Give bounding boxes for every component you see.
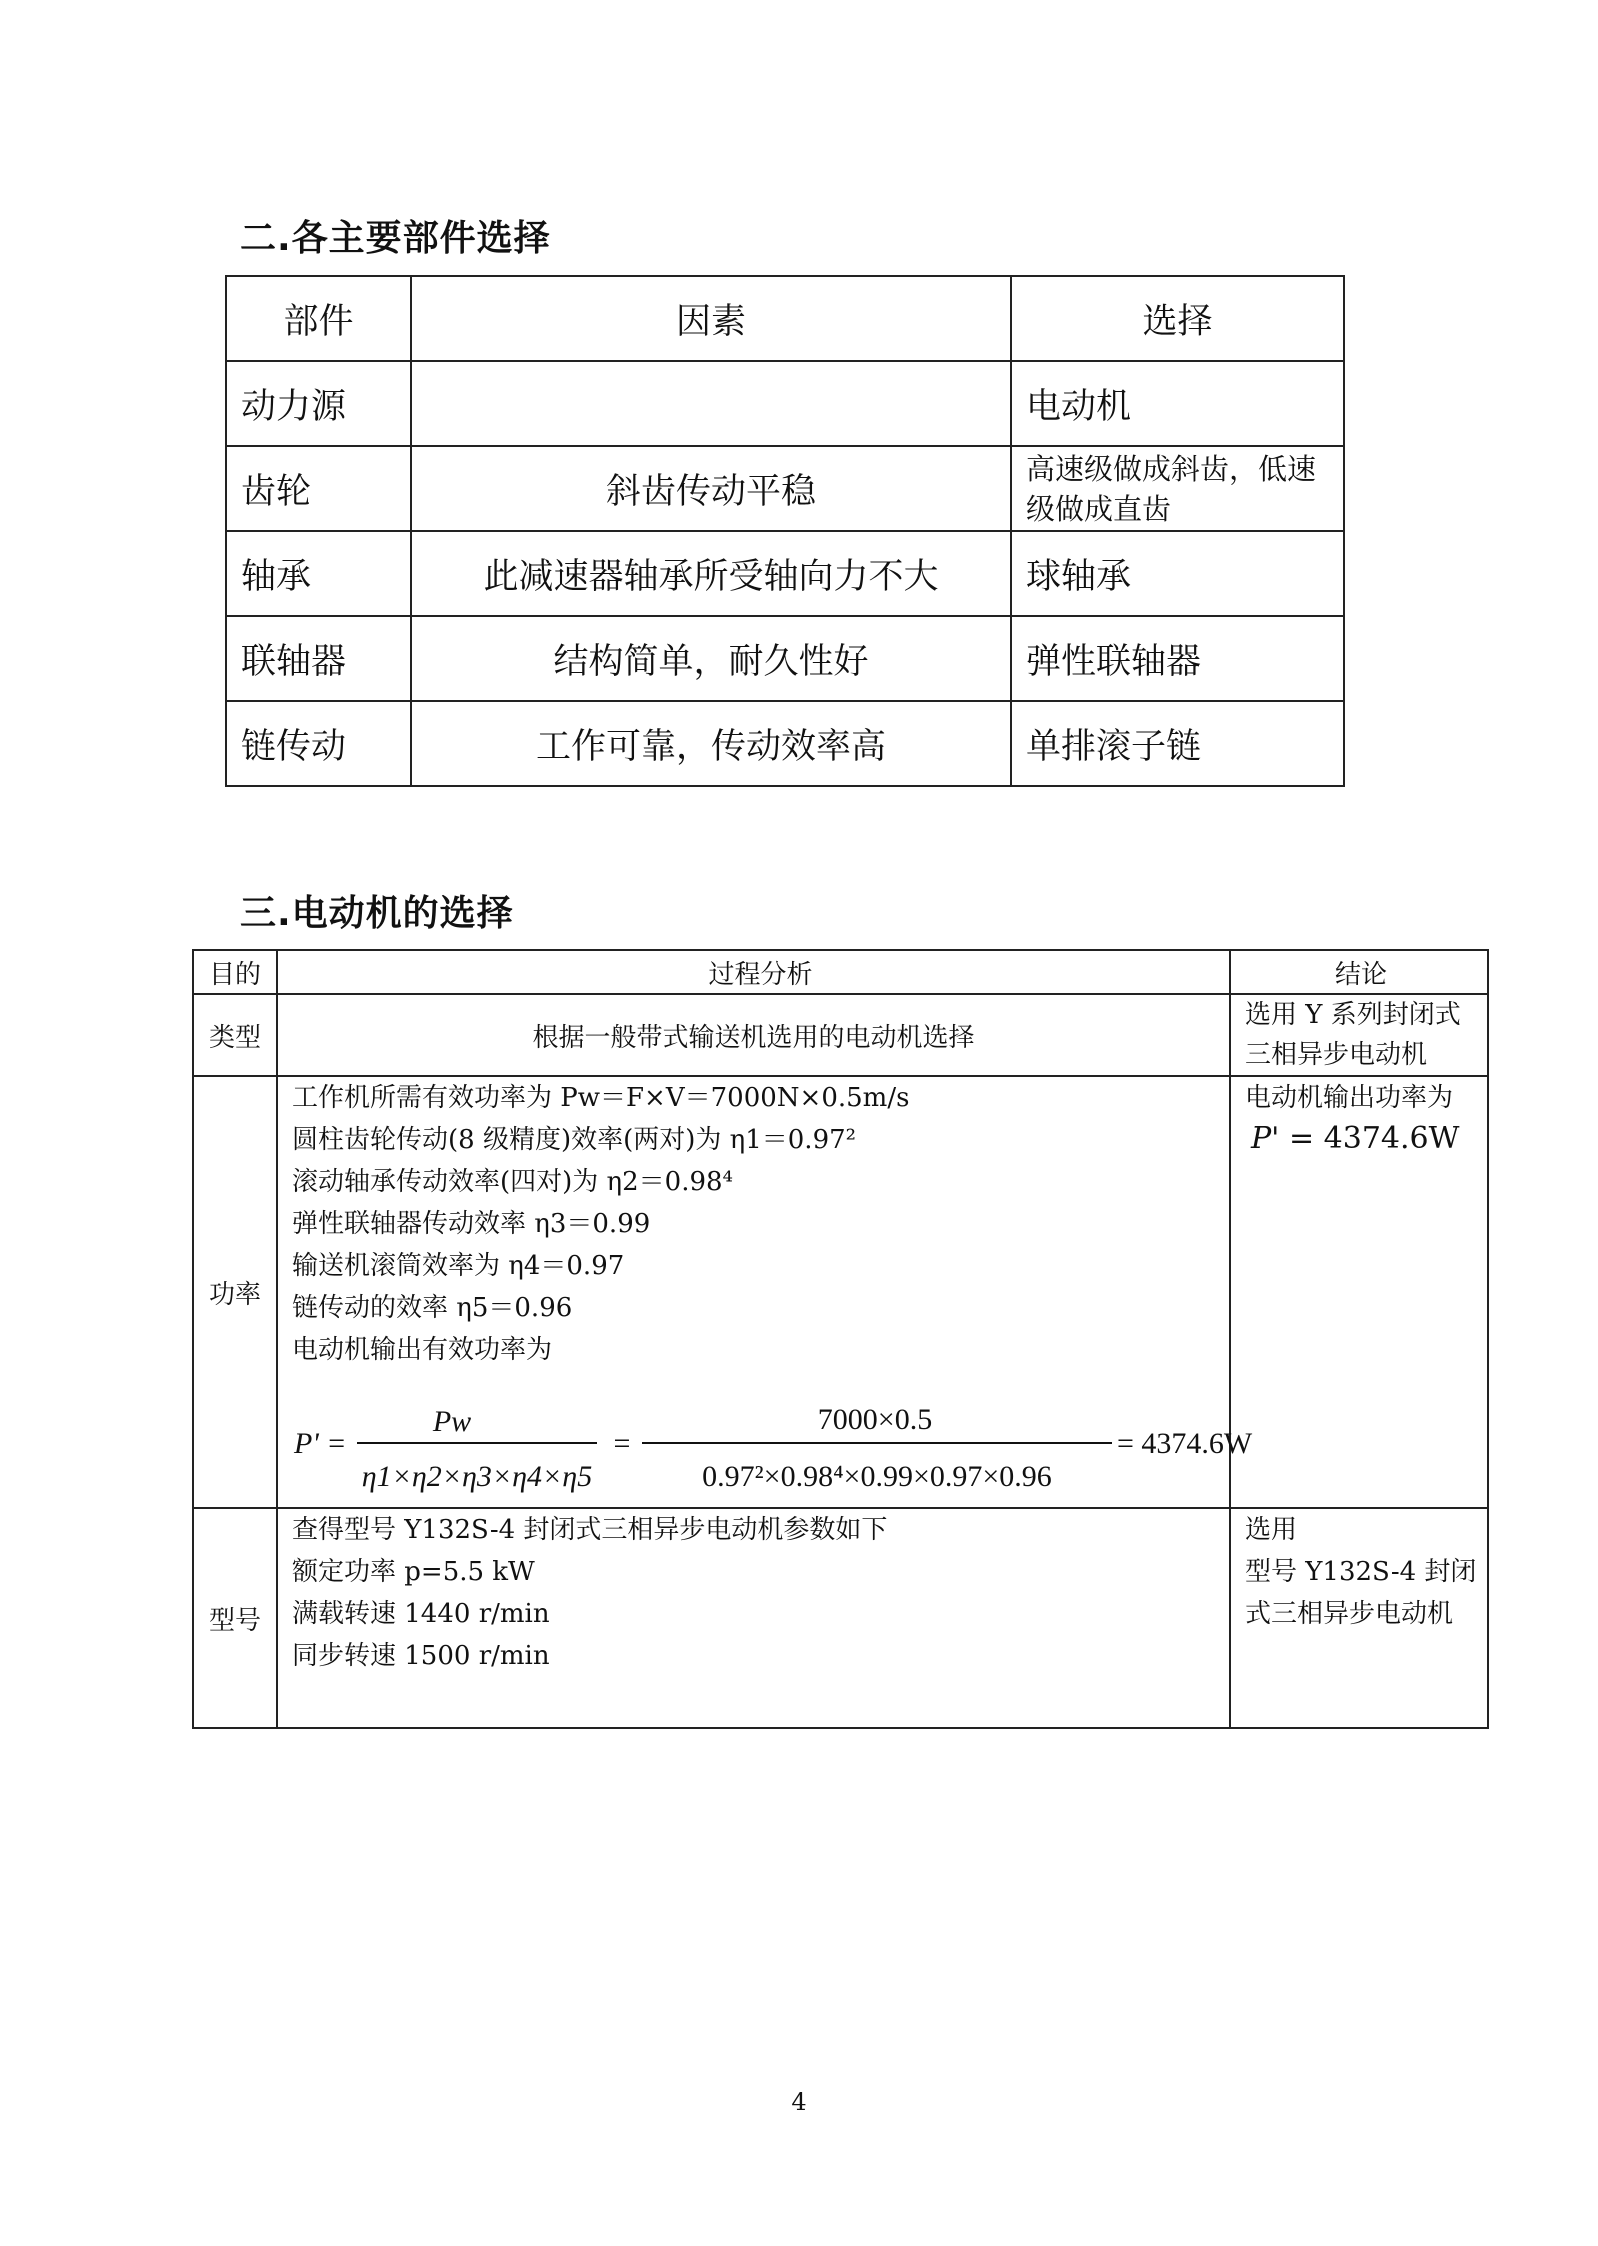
analysis-line: 同步转速 1500 r/min [292, 1641, 550, 1671]
analysis-line: 滚动轴承传动效率(四对)为 η2＝0.98⁴ [292, 1167, 733, 1197]
choice-cell: 单排滚子链 [1011, 701, 1344, 786]
analysis-line: 额定功率 p=5.5 kW [292, 1557, 535, 1587]
choice-cell: 弹性联轴器 [1011, 616, 1344, 701]
formula-frac1-num: Pw [432, 1405, 472, 1438]
analysis-line: 弹性联轴器传动效率 η3＝0.99 [292, 1209, 651, 1239]
formula-result: = 4374.6W [1117, 1427, 1253, 1460]
formula-eq: = [613, 1427, 631, 1460]
table-row [193, 1076, 1488, 1508]
part-cell: 轴承 [226, 531, 411, 616]
choice-cell: 球轴承 [1011, 531, 1344, 616]
choice-line: 高速级做成斜齿，低速 [1026, 451, 1317, 486]
factor-cell [411, 361, 1011, 446]
conclusion-value [1251, 1119, 1477, 1159]
section3-title: 三.电动机的选择 [240, 893, 514, 934]
power-label: 功率 [193, 1076, 277, 1508]
part-cell: 链传动 [226, 701, 411, 786]
page-number: 4 [791, 2088, 807, 2116]
power-value: 4374.6W [1323, 1121, 1460, 1156]
analysis-line: 满载转速 1440 r/min [292, 1599, 550, 1629]
conclusion-line: 选用 [1245, 1515, 1298, 1545]
type-conclusion [1230, 994, 1488, 1076]
factor-cell: 此减速器轴承所受轴向力不大 [411, 531, 1011, 616]
power-analysis [277, 1076, 1253, 1508]
header-choice: 选择 [1011, 276, 1344, 361]
formula-frac2-den: 0.97²×0.98⁴×0.99×0.97×0.96 [702, 1460, 1052, 1493]
table-row [226, 531, 1344, 616]
header-factor: 因素 [411, 276, 1011, 361]
formula-frac2-num: 7000×0.5 [817, 1403, 933, 1436]
factor-cell: 工作可靠，传动效率高 [411, 701, 1011, 786]
components-table [225, 275, 1345, 787]
header-purpose: 目的 [193, 950, 277, 994]
analysis-line: 查得型号 Y132S-4 封闭式三相异步电动机参数如下 [292, 1515, 888, 1545]
conclusion-label: 电动机输出功率为 [1245, 1083, 1454, 1113]
conclusion-line: 三相异步电动机 [1245, 1040, 1428, 1070]
factor-cell: 结构简单，耐久性好 [411, 616, 1011, 701]
type-analysis: 根据一般带式输送机选用的电动机选择 [277, 994, 1230, 1076]
analysis-line: 电动机输出有效功率为 [292, 1335, 553, 1365]
factor-cell: 斜齿传动平稳 [411, 446, 1011, 531]
conclusion-line: 选用 Y 系列封闭式 [1245, 1000, 1461, 1030]
choice-cell: 电动机 [1011, 361, 1344, 446]
part-cell: 联轴器 [226, 616, 411, 701]
header-analysis: 过程分析 [277, 950, 1230, 994]
power-conclusion [1230, 1076, 1488, 1508]
section2-title: 二.各主要部件选择 [240, 218, 551, 259]
table-row [226, 361, 1344, 446]
choice-line: 级做成直齿 [1026, 491, 1172, 526]
choice-cell [1011, 446, 1344, 531]
header-part: 部件 [226, 276, 411, 361]
table-row [193, 1508, 1488, 1728]
conclusion-line: 式三相异步电动机 [1245, 1599, 1454, 1629]
table-row [226, 446, 1344, 531]
part-cell: 动力源 [226, 361, 411, 446]
motor-selection-table [192, 949, 1489, 1729]
conclusion-line: 型号 Y132S-4 封闭 [1245, 1557, 1477, 1587]
formula-frac1-den: η1×η2×η3×η4×η5 [361, 1460, 593, 1493]
power-symbol: P' = [1251, 1121, 1315, 1156]
part-cell: 齿轮 [226, 446, 411, 531]
type-label: 类型 [193, 994, 277, 1076]
analysis-line: 圆柱齿轮传动(8 级精度)效率(两对)为 η1＝0.97² [292, 1125, 857, 1155]
analysis-line: 链传动的效率 η5＝0.96 [292, 1293, 573, 1323]
table-row [226, 616, 1344, 701]
analysis-line: 输送机滚筒效率为 η4＝0.97 [292, 1251, 625, 1281]
model-analysis [277, 1508, 1230, 1728]
analysis-line: 工作机所需有效功率为 Pw＝F×V＝7000N×0.5m/s [292, 1083, 910, 1113]
table-header-row [226, 276, 1344, 361]
model-conclusion [1230, 1508, 1488, 1728]
table-row [226, 701, 1344, 786]
formula-lhs: P' = [294, 1427, 347, 1460]
model-label: 型号 [193, 1508, 277, 1728]
power-formula [292, 1373, 1253, 1507]
header-conclusion: 结论 [1230, 950, 1488, 994]
table-row [193, 994, 1488, 1076]
table-header-row [193, 950, 1488, 994]
